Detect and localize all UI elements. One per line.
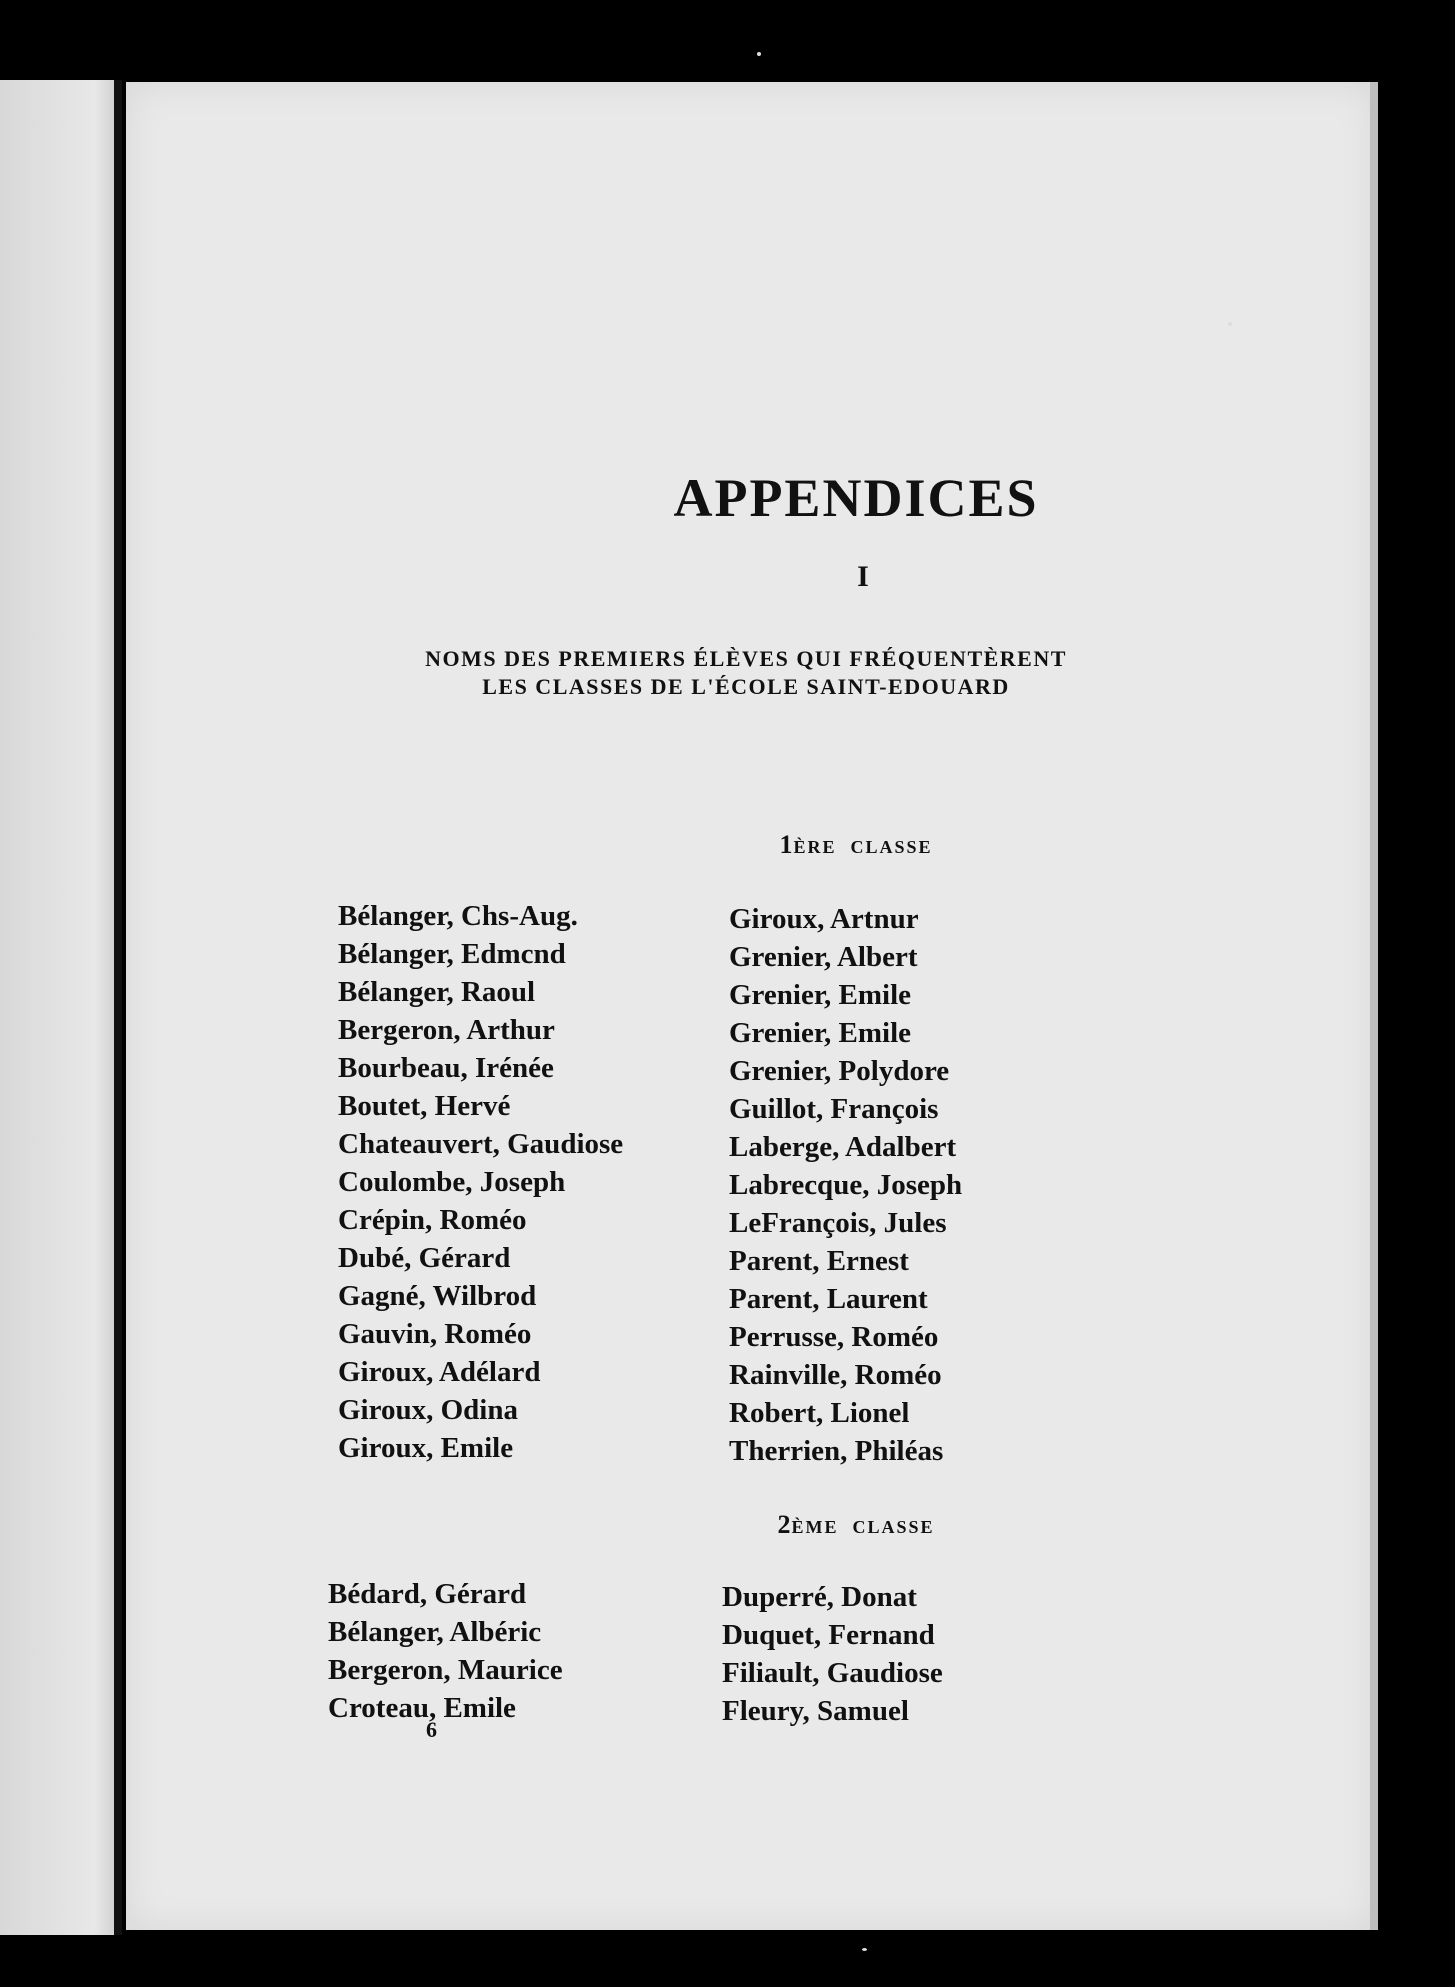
student-name: Filiault, Gaudiose xyxy=(722,1657,943,1689)
student-name: Grenier, Albert xyxy=(729,941,918,973)
page-content xyxy=(126,82,1376,1930)
section-subtitle xyxy=(336,645,1156,701)
class-2-heading-suffix: ÈME xyxy=(791,1517,839,1537)
student-name: Giroux, Odina xyxy=(338,1394,518,1426)
student-name: Parent, Ernest xyxy=(729,1245,909,1277)
student-name: Therrien, Philéas xyxy=(729,1435,944,1467)
subtitle-line-1: NOMS DES PREMIERS ÉLÈVES QUI FRÉQUENTÈRENT xyxy=(425,646,1067,671)
left-page-edge xyxy=(0,80,118,1935)
class-1-right-column xyxy=(729,900,962,1470)
binding-gutter xyxy=(114,80,122,1935)
class-1-left-column xyxy=(338,897,623,1467)
student-name: Giroux, Emile xyxy=(338,1432,514,1464)
class-1-heading xyxy=(126,830,1376,860)
student-name: Dubé, Gérard xyxy=(338,1242,511,1274)
student-name: Gauvin, Roméo xyxy=(338,1318,532,1350)
student-name: Fleury, Samuel xyxy=(722,1695,909,1727)
scan-speck xyxy=(757,52,761,56)
class-2-left-column xyxy=(328,1575,563,1727)
class-2-heading xyxy=(126,1510,1376,1540)
student-name: Bélanger, Edmcnd xyxy=(338,938,566,970)
student-name: Bélanger, Chs-Aug. xyxy=(338,900,578,932)
scan-speck xyxy=(862,1948,867,1951)
student-name: Grenier, Polydore xyxy=(729,1055,950,1087)
student-name: Grenier, Emile xyxy=(729,1017,912,1049)
section-numeral: I xyxy=(857,560,869,593)
class-1-heading-suffix: ÈRE xyxy=(793,837,837,857)
student-name: Giroux, Artnur xyxy=(729,903,919,935)
class-2-right-column xyxy=(722,1578,943,1730)
student-name: Chateauvert, Gaudiose xyxy=(338,1128,624,1160)
student-name: Bélanger, Albéric xyxy=(328,1616,542,1648)
class-1-heading-number: 1 xyxy=(779,830,794,859)
student-name: Bourbeau, Irénée xyxy=(338,1052,554,1084)
student-name: Guillot, François xyxy=(729,1093,939,1125)
student-name: Crépin, Roméo xyxy=(338,1204,527,1236)
student-name: Croteau, Emile xyxy=(328,1692,516,1724)
student-name: Gagné, Wilbrod xyxy=(338,1280,537,1312)
class-1-heading-word: CLASSE xyxy=(850,837,933,857)
page-number: 6 xyxy=(426,1717,437,1742)
student-name: Coulombe, Joseph xyxy=(338,1166,566,1198)
student-name: Duperré, Donat xyxy=(722,1581,917,1613)
student-name: Robert, Lionel xyxy=(729,1397,910,1429)
class-2-heading-number: 2 xyxy=(777,1510,792,1539)
student-name: Grenier, Emile xyxy=(729,979,912,1011)
class-2-heading-word: CLASSE xyxy=(852,1517,935,1537)
page-title: APPENDICES xyxy=(673,468,1039,528)
student-name: Perrusse, Roméo xyxy=(729,1321,939,1353)
scan-speck xyxy=(1228,322,1232,326)
student-name: LeFrançois, Jules xyxy=(729,1207,947,1239)
student-name: Boutet, Hervé xyxy=(338,1090,511,1122)
student-name: Bélanger, Raoul xyxy=(338,976,536,1008)
student-name: Bergeron, Arthur xyxy=(338,1014,555,1046)
student-name: Labrecque, Joseph xyxy=(729,1169,963,1201)
subtitle-line-2: LES CLASSES DE L'ÉCOLE SAINT-EDOUARD xyxy=(482,674,1010,699)
student-name: Giroux, Adélard xyxy=(338,1356,541,1388)
student-name: Laberge, Adalbert xyxy=(729,1131,957,1163)
student-name: Bergeron, Maurice xyxy=(328,1654,563,1686)
student-name: Duquet, Fernand xyxy=(722,1619,935,1651)
student-name: Rainville, Roméo xyxy=(729,1359,942,1391)
student-name: Bédard, Gérard xyxy=(328,1578,527,1610)
student-name: Parent, Laurent xyxy=(729,1283,928,1315)
